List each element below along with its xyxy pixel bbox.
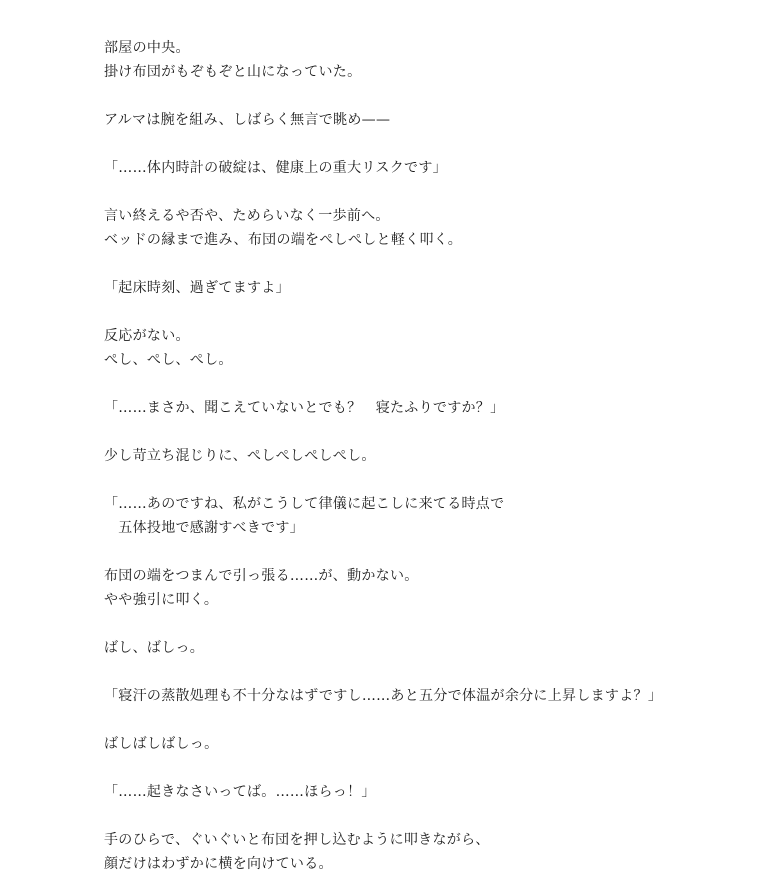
blank-line xyxy=(104,708,744,732)
blank-line xyxy=(104,756,744,780)
text-line: ばし、ばしっ。 xyxy=(104,640,205,656)
blank-line xyxy=(104,420,744,444)
blank-line xyxy=(104,660,744,684)
blank-line xyxy=(104,540,744,564)
dialogue-line: 「……起きなさいってば。……ほらっ！」 xyxy=(104,784,376,800)
dialogue-line: 「起床時刻、過ぎてますよ」 xyxy=(104,280,290,296)
text-line: やや強引に叩く。 xyxy=(104,592,219,608)
text-line: 顔だけはわずかに横を向けている。 xyxy=(104,856,333,872)
text-line: 部屋の中央。 xyxy=(104,40,190,56)
story-text xyxy=(104,36,744,876)
blank-line xyxy=(104,180,744,204)
blank-line xyxy=(104,84,744,108)
dialogue-line: 「寝汗の蒸散処理も不十分なはずですし……あと五分で体温が余分に上昇しますよ？」 xyxy=(104,688,663,704)
blank-line xyxy=(104,612,744,636)
text-line: 少し苛立ち混じりに、ぺしぺしぺしぺし。 xyxy=(104,448,376,464)
dialogue-line: 「……まさか、聞こえていないとでも？ 寝たふりですか？」 xyxy=(104,400,505,416)
dialogue-line: 五体投地で感謝すべきです」 xyxy=(104,520,304,536)
blank-line xyxy=(104,132,744,156)
text-line: 手のひらで、ぐいぐいと布団を押し込むように叩きながら、 xyxy=(104,832,490,848)
text-line: 反応がない。 xyxy=(104,328,190,344)
text-line: ばしばしばしっ。 xyxy=(104,736,219,752)
dialogue-line: 「……体内時計の破綻は、健康上の重大リスクです」 xyxy=(104,160,447,176)
blank-line xyxy=(104,804,744,828)
text-line: ベッドの縁まで進み、布団の端をぺしぺしと軽く叩く。 xyxy=(104,232,463,248)
text-line: ぺし、ぺし、ぺし。 xyxy=(104,352,233,368)
blank-line xyxy=(104,468,744,492)
blank-line xyxy=(104,300,744,324)
text-line: 布団の端をつまんで引っ張る……が、動かない。 xyxy=(104,568,419,584)
text-line: 掛け布団がもぞもぞと山になっていた。 xyxy=(104,64,362,80)
dialogue-line: 「……あのですね、私がこうして律儀に起こしに来てる時点で xyxy=(104,496,505,512)
blank-line xyxy=(104,252,744,276)
text-line: アルマは腕を組み、しばらく無言で眺め—— xyxy=(104,112,391,128)
text-line: 言い終えるや否や、ためらいなく一歩前へ。 xyxy=(104,208,390,224)
blank-line xyxy=(104,372,744,396)
